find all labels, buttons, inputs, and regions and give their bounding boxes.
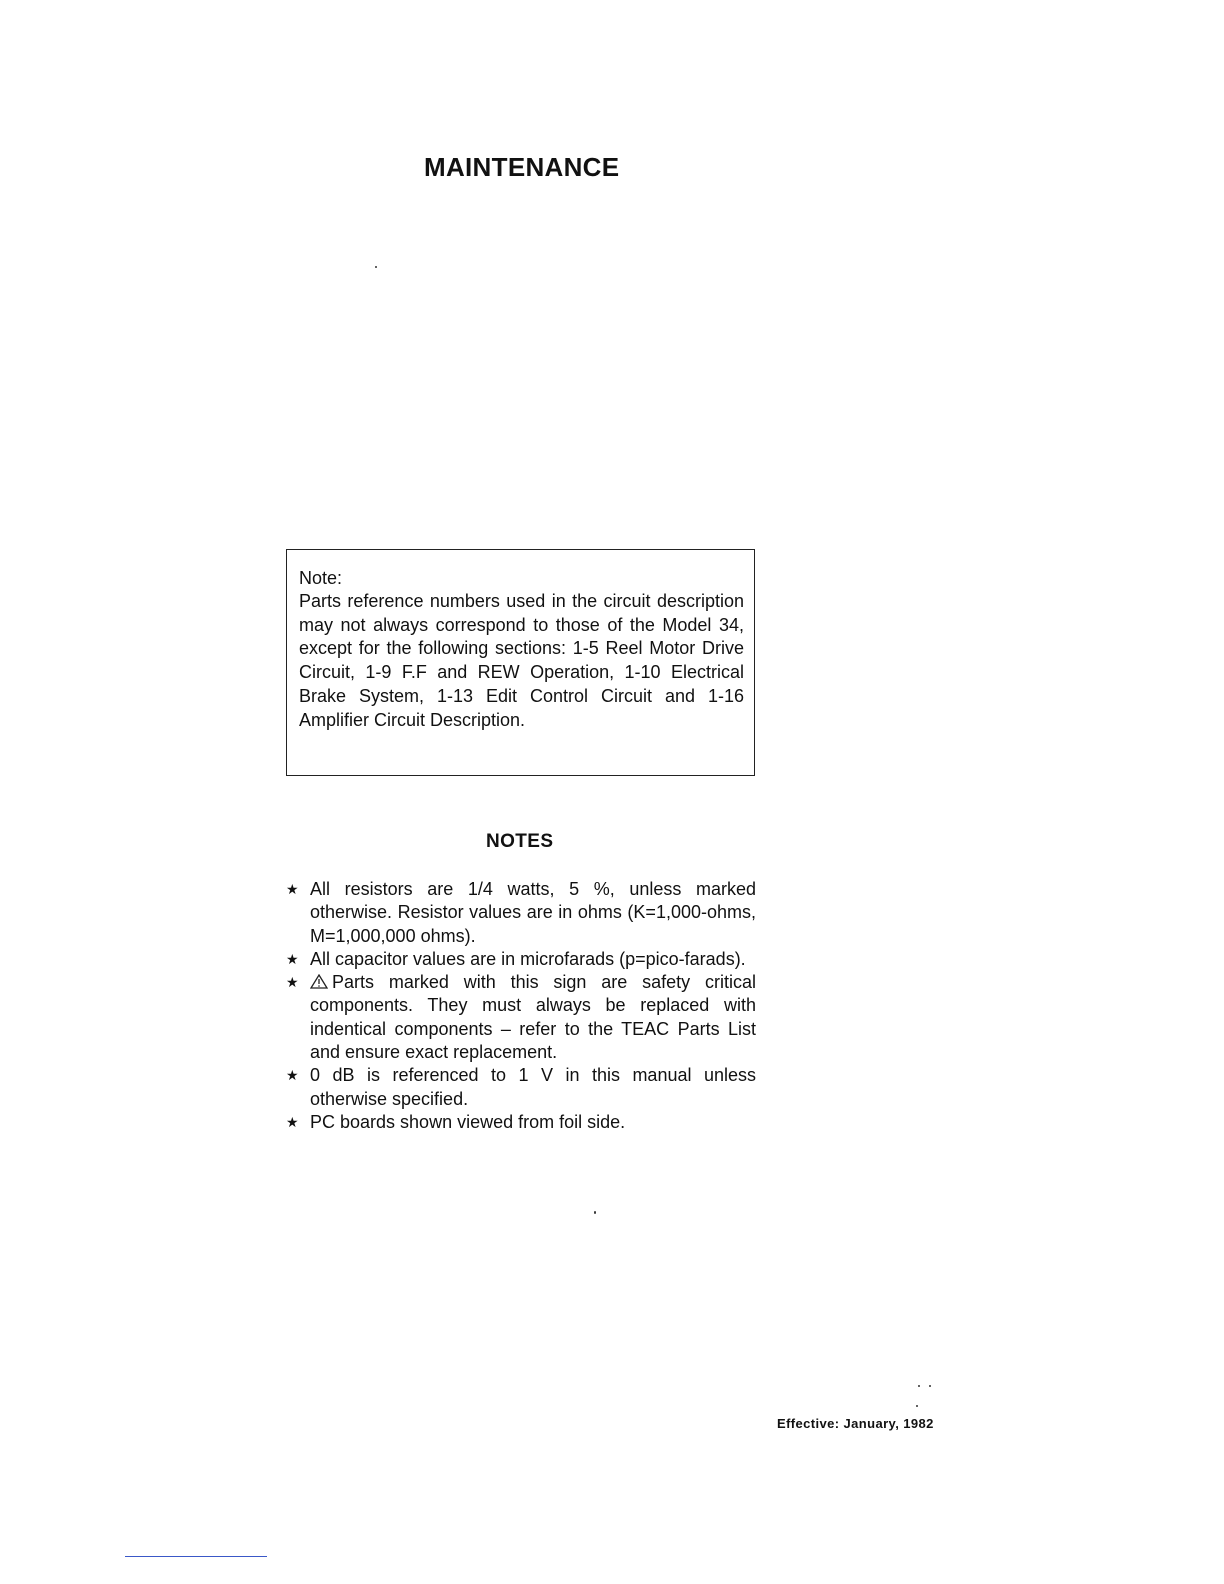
notes-item-decibel: [286, 1064, 756, 1111]
star-bullet-icon: ★: [286, 974, 299, 991]
notes-item-text: All resistors are 1/4 watts, 5 %, unless marked otherwise. Resistor values are in ohms (K=1,000-ohms, M=1,000,000 ohms).: [310, 879, 756, 946]
notes-list: [286, 878, 756, 1134]
notes-item-pc-boards: [286, 1111, 756, 1134]
star-bullet-icon: ★: [286, 1113, 299, 1130]
scan-speck: [916, 1405, 918, 1407]
notes-item-text: Parts marked with this sign are safety critical components. They must always be replaced with indentical components – refer to the TEAC Parts List and ensure exact replacement.: [310, 972, 756, 1063]
scan-speck: [594, 1211, 596, 1214]
notes-item-safety: [286, 971, 756, 1064]
star-bullet-icon: ★: [286, 881, 299, 897]
warning-triangle-icon: [310, 974, 328, 989]
notes-item-text: All capacitor values are in microfarads (p=pico-farads).: [310, 948, 746, 969]
notes-item-capacitors: [286, 948, 756, 971]
star-bullet-icon: ★: [286, 950, 299, 967]
effective-date: Effective: January, 1982: [777, 1416, 934, 1431]
note-heading: Note:: [299, 568, 343, 588]
footer-rule: [125, 1556, 267, 1557]
scan-speck: [929, 1385, 931, 1387]
scan-speck: [375, 266, 377, 268]
note-box: [286, 549, 755, 776]
notes-item-text: PC boards shown viewed from foil side.: [310, 1111, 626, 1132]
note-body: Parts reference numbers used in the circuit description may not always correspond to those of the Model 34, except for the following sections: 1-5 Reel Motor Drive Circuit, 1-9 F.F and REW Operation, 1-10 Electrical Brake System, 1-13 Edit Control Circuit and 1-16 Amplifier Circuit Description.: [299, 591, 744, 730]
scan-speck: [918, 1385, 920, 1387]
star-bullet-icon: ★: [286, 1067, 299, 1084]
notes-heading: NOTES: [486, 831, 554, 852]
notes-item-resistors: [286, 878, 756, 948]
page-title: MAINTENANCE: [424, 152, 620, 182]
notes-item-text: 0 dB is referenced to 1 V in this manual unless otherwise specified.: [310, 1065, 756, 1109]
